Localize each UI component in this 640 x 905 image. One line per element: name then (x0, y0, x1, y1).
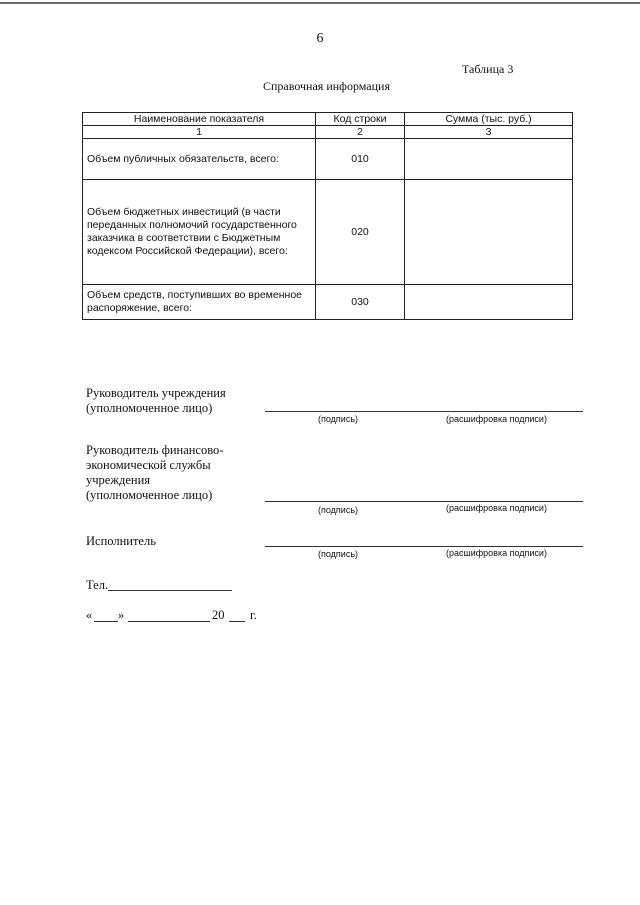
column-number-row (83, 126, 573, 139)
table-row (83, 139, 573, 180)
signature-caption: (подпись) (318, 505, 359, 515)
date-year-line[interactable] (229, 621, 245, 622)
column-header-sum: Сумма (тыс. руб.) (405, 113, 573, 126)
signature-line-finance[interactable] (265, 501, 583, 502)
signature-decode-caption: (расшифровка подписи) (446, 548, 547, 558)
row-name: Объем средств, поступивших во временное распоряжение, всего: (83, 285, 316, 320)
row-name: Объем публичных обязательств, всего: (83, 139, 316, 180)
table-title: Справочная информация (263, 79, 390, 93)
signature-caption: (подпись) (318, 414, 359, 424)
row-name: Объем бюджетных инвестиций (в части переданных полномочий государственного заказчика в соответствии с Бюджетным кодексом Российской Федерации), всего: (83, 180, 316, 285)
column-number: 2 (316, 126, 405, 139)
signature-label-finance: Руководитель финансово-экономической службы учреждения (уполномоченное лицо) (86, 443, 224, 502)
column-header-name: Наименование показателя (83, 113, 316, 126)
row-sum[interactable] (405, 180, 573, 285)
table-number-label: Таблица 3 (462, 62, 514, 76)
date-close-quote: » (118, 608, 125, 622)
row-sum[interactable] (405, 139, 573, 180)
signature-decode-caption: (расшифровка подписи) (446, 503, 547, 513)
signature-label-executor: Исполнитель (86, 534, 156, 548)
column-number: 1 (83, 126, 316, 139)
date-day-line[interactable] (94, 621, 118, 622)
column-number: 3 (405, 126, 573, 139)
table-row (83, 180, 573, 285)
date-year-prefix: 20 (212, 608, 225, 622)
table-header-row (83, 113, 573, 126)
table-row (83, 285, 573, 320)
row-code: 010 (316, 139, 405, 180)
signature-decode-caption: (расшифровка подписи) (446, 414, 547, 424)
row-sum[interactable] (405, 285, 573, 320)
date-month-line[interactable] (128, 621, 210, 622)
signature-line-executor[interactable] (265, 546, 583, 547)
phone-input-line[interactable] (108, 590, 232, 591)
date-year-suffix: г. (250, 608, 257, 622)
phone-label: Тел. (86, 578, 109, 592)
date-row (86, 608, 346, 624)
signature-caption: (подпись) (318, 549, 359, 559)
signature-label-head: Руководитель учреждения (уполномоченное лицо) (86, 386, 226, 415)
row-code: 030 (316, 285, 405, 320)
reference-info-table (82, 112, 573, 320)
page-number: 6 (316, 31, 324, 46)
date-open-quote: « (86, 608, 93, 622)
top-border-line (0, 2, 640, 4)
column-header-code: Код строки (316, 113, 405, 126)
row-code: 020 (316, 180, 405, 285)
signature-line-head[interactable] (265, 411, 583, 412)
